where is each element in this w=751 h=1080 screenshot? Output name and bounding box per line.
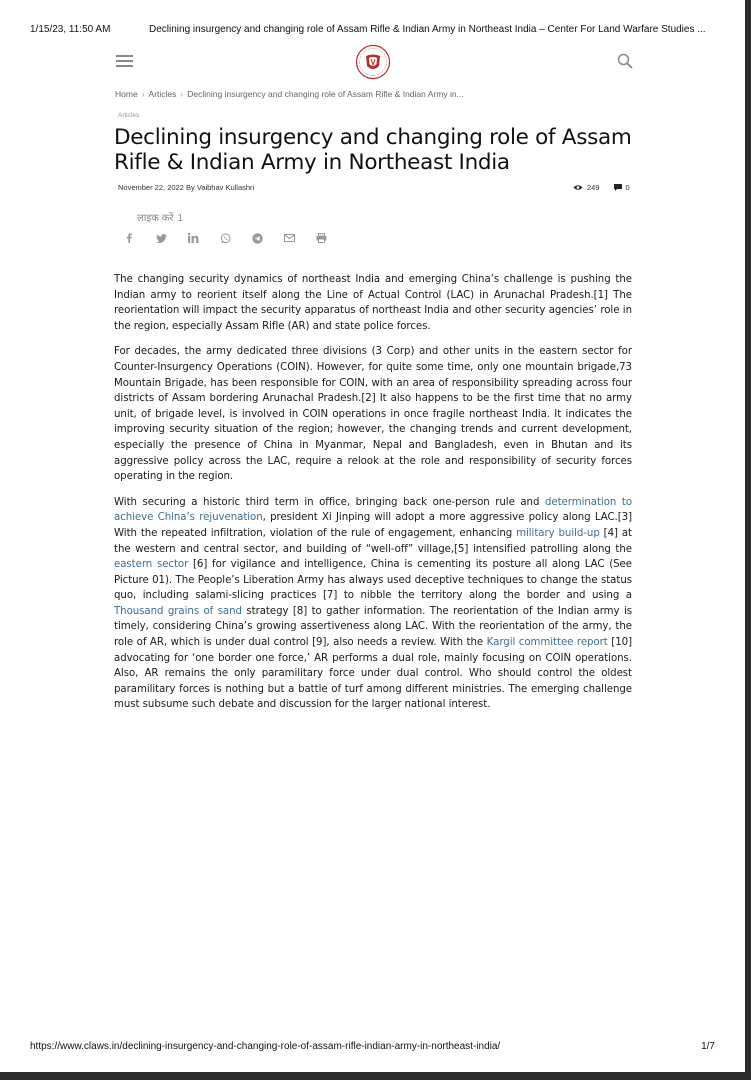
link-military-build-up[interactable]: military build-up: [516, 527, 600, 539]
views-stat: [573, 183, 600, 192]
article-stats: [573, 183, 630, 192]
author-link[interactable]: Vaibhav Kullashri: [196, 183, 255, 192]
breadcrumb: [115, 89, 464, 99]
whatsapp-icon[interactable]: [219, 232, 231, 244]
eye-icon: [573, 184, 583, 191]
comment-icon: [614, 184, 622, 191]
link-thousand-grains[interactable]: Thousand grains of sand: [114, 605, 242, 617]
article-meta: [118, 183, 254, 192]
publish-date: November 22, 2022: [118, 183, 184, 192]
like-count: 1: [177, 213, 184, 224]
paragraph-text: With securing a historic third term in office, bringing back one-person rule and: [114, 496, 545, 508]
print-datetime: 1/15/23, 11:50 AM: [30, 24, 111, 35]
link-kargil-report[interactable]: Kargil committee report: [486, 637, 608, 649]
search-icon[interactable]: [617, 53, 633, 69]
article-paragraph-1: The changing security dynamics of northeast India and emerging China’s challenge is pushing the Indian army to reorient itself along the Line of Actual Control (LAC) in Arunachal Pradesh.[1] The reorientation will impact the security apparatus of northeast India and other security agencies’ role in the region, especially Assam Rifle (AR) and state police forces.: [114, 274, 632, 332]
views-count: 249: [587, 183, 600, 192]
article-paragraph-2: For decades, the army dedicated three divisions (3 Corp) and other units in the eastern sector for Counter-Insurgency Operations (COIN). However, for quite some time, only one mountain brigade,73 Mountain Brigade, has been responsible for COIN, with an area of responsibility spreading across four districts of Assam bordering Arunachal Pradesh.[2] It also happens to be the first time that no army unit, of brigade level, is involved in COIN operations in once fragile northeast India. It indicates the improving security situation of the region; however, the changing trends and current development, especially the presence of China in Myanmar, Nepal and Bangladesh, even in Bhutan and its aggressive policy across the LAC, require a relook at the role and responsibility of security forces operating in the region.: [114, 346, 632, 483]
breadcrumb-current: Declining insurgency and changing role of Assam Rifle & Indian Army in...: [187, 89, 464, 99]
paragraph-text: , president Xi Jinping will adopt a more aggressive policy along LAC.[3] With the repeated infiltration, violation of the rule of engagement, enhancing: [114, 512, 632, 539]
email-icon[interactable]: [283, 232, 295, 244]
byline-prefix: By: [185, 183, 195, 192]
article-paragraph-3: [114, 495, 632, 713]
comments-stat[interactable]: [614, 183, 630, 192]
telegram-icon[interactable]: [251, 232, 263, 244]
like-button[interactable]: [137, 210, 183, 224]
paragraph-text: strategy [8] to gather information. The reorientation of the Indian army is timely, considering China’s growing assertiveness along LAC. With the reorientation of the army, the role of AR, which is under dual control [9], also needs a review. With the: [114, 605, 632, 649]
article-body: [114, 272, 632, 723]
breadcrumb-separator: ›: [180, 89, 184, 99]
linkedin-icon[interactable]: [187, 232, 199, 244]
like-label: लाइक करें: [137, 213, 174, 224]
article-headline: Declining insurgency and changing role of Assam Rifle & Indian Army in Northeast India: [114, 125, 632, 175]
paragraph-text: [6] for vigilance and intelligence, China is cementing its posture all along LAC (See Picture 01). The People’s Liberation Army has always used deceptive techniques to change the status quo, including salami-slicing practices [7] to nibble the territory along the border and using a: [114, 559, 632, 602]
twitter-icon[interactable]: [155, 232, 167, 244]
print-icon[interactable]: [315, 232, 327, 244]
link-eastern-sector[interactable]: eastern sector: [114, 559, 189, 571]
breadcrumb-articles[interactable]: Articles: [148, 89, 177, 99]
breadcrumb-home[interactable]: Home: [115, 89, 138, 99]
share-buttons: [123, 232, 347, 244]
print-title: Declining insurgency and changing role of Assam Rifle & Indian Army in Northeast India – Center For Land Warfare Studies ...: [149, 24, 706, 35]
category-tag[interactable]: Articles: [118, 112, 140, 119]
paragraph-text: [10] advocating for ‘one border one force,’ AR performs a dual role, mainly focusing on COIN operations. Also, AR remains the only paramilitary force under dual control. Who should control the oldest paramilitary forces is nothing but a battle of turf among different ministries. The emerging challenge must subsume such debate and discussion for the larger national interest.: [114, 637, 633, 711]
claws-logo[interactable]: [355, 44, 391, 80]
print-url: https://www.claws.in/declining-insurgency-and-changing-role-of-assam-rifle-indian-army-in-northeast-india/: [30, 1041, 501, 1052]
comments-count: 0: [625, 183, 630, 192]
hamburger-menu-icon[interactable]: [116, 55, 133, 67]
facebook-icon[interactable]: [123, 232, 135, 244]
paragraph-text: [4] at the western and central sector, and building of “well-off” village,[5] intensified patrolling along the: [114, 527, 632, 555]
link-china-rejuvenation[interactable]: determination to achieve China’s rejuvenation: [114, 496, 633, 524]
page-number: 1/7: [701, 1041, 715, 1052]
breadcrumb-separator: ›: [141, 89, 145, 99]
